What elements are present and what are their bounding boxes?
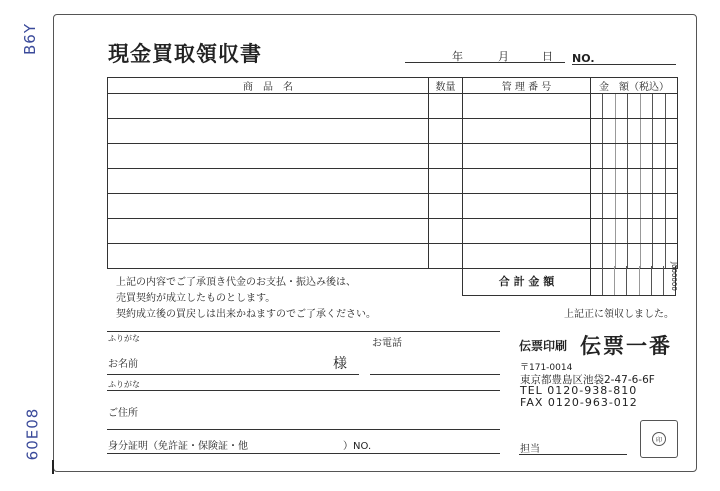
form-code-bottom: 60E08 <box>23 407 42 461</box>
stamp-box[interactable] <box>640 420 678 458</box>
note-line-2: 売買契約が成立したものとします。 <box>116 293 276 304</box>
col-product-header: 商 品 名 <box>108 78 429 94</box>
tantou-line[interactable] <box>519 454 627 455</box>
year-label: 年 <box>452 50 463 63</box>
col-amount-header: 金 額（税込） <box>591 78 678 94</box>
month-label: 月 <box>498 50 509 63</box>
table-row[interactable] <box>108 169 678 194</box>
table-row[interactable] <box>108 144 678 169</box>
address-label: ご住所 <box>108 408 138 419</box>
total-box <box>462 266 676 296</box>
company-tel: TEL 0120-938-810 <box>520 384 638 397</box>
table-row[interactable] <box>108 119 678 144</box>
col-qty-header: 数量 <box>429 78 463 94</box>
id-input-line[interactable] <box>107 453 500 454</box>
company-address: 東京都豊島区池袋2-47-6-6F <box>520 374 655 386</box>
seal-icon: 印 <box>652 432 666 446</box>
page-title: 現金買取領収書 <box>108 42 262 66</box>
table-row[interactable] <box>108 244 678 269</box>
company-name: 伝票一番 <box>580 334 672 358</box>
customer-top-line <box>107 331 500 332</box>
company-postal: 〒171-0014 <box>520 363 573 373</box>
form-code-top: B6Y <box>21 23 39 55</box>
furigana-label-1: ふりがな <box>108 334 140 343</box>
date-line <box>405 62 565 63</box>
furigana-label-2: ふりがな <box>108 380 140 389</box>
id-label: 身分証明（免許証・保険証・他 <box>108 441 248 452</box>
no-line <box>572 64 676 65</box>
name-input-line[interactable] <box>107 374 359 375</box>
company-fax: FAX 0120-963-012 <box>520 396 638 409</box>
table-row[interactable] <box>108 194 678 219</box>
day-label: 日 <box>542 50 553 63</box>
tantou-label: 担当 <box>520 444 540 455</box>
note-line-3: 契約成立後の買戻しは出来かねますのでご了承ください。 <box>116 309 376 320</box>
total-label: 合 計 金 額 <box>463 266 591 295</box>
note-line-1: 上記の内容でご了承頂き代金のお支払・振込み後は、 <box>116 277 356 288</box>
company-label: 伝票印刷 <box>519 339 568 353</box>
items-table <box>107 77 678 269</box>
phone-label: お電話 <box>372 338 402 349</box>
received-note: 上記正に領収しました。 <box>564 309 674 320</box>
id-no-label: ）NO. <box>343 441 372 452</box>
col-mgmt-header: 管 理 番 号 <box>463 78 591 94</box>
table-header-row <box>108 78 678 94</box>
phone-input-line[interactable] <box>370 374 500 375</box>
no-label: NO. <box>572 52 595 65</box>
total-amount[interactable] <box>591 266 675 295</box>
sama-label: 様 <box>333 356 347 372</box>
table-row[interactable] <box>108 94 678 119</box>
name-label: お名前 <box>108 359 138 370</box>
edge-mark <box>52 460 54 474</box>
table-row[interactable] <box>108 219 678 244</box>
furigana-line-2 <box>107 390 500 391</box>
serial-number: J000000 <box>670 262 678 291</box>
address-input-line[interactable] <box>107 429 500 430</box>
